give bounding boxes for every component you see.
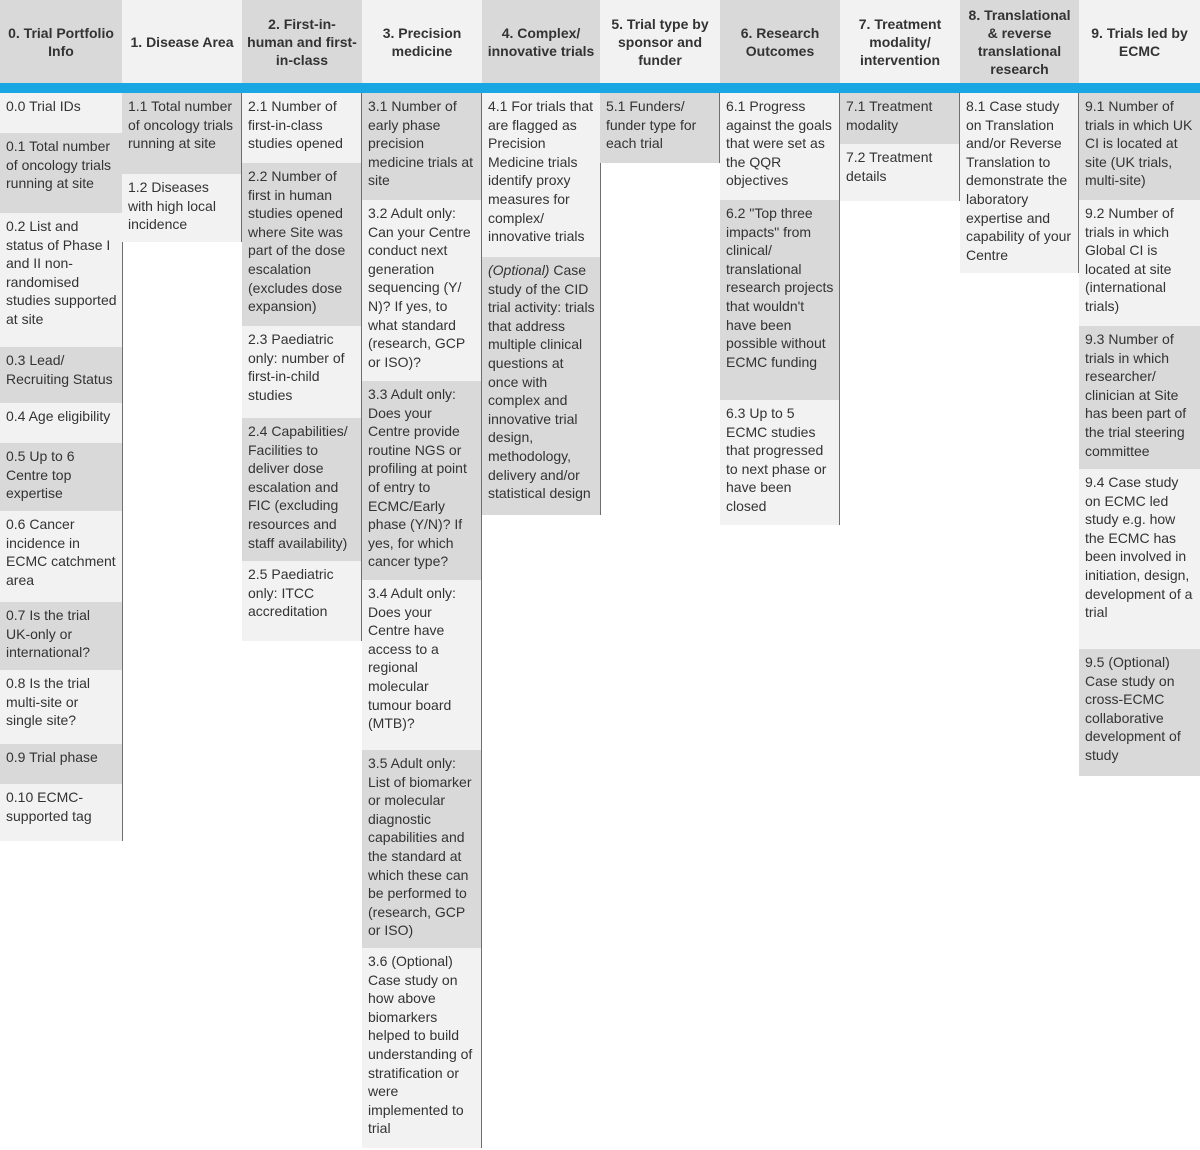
list-item: 2.4 Capabilities/ Facilities to deliver dose escalation and FIC (excluding resources and staff availability)	[242, 418, 361, 561]
list-item: 5.1 Funders/ funder type for each trial	[600, 93, 719, 163]
column-treatment-modality	[840, 93, 960, 201]
list-item: 0.10 ECMC-supported tag	[0, 784, 122, 841]
column-complex-innovative-trials	[482, 93, 601, 515]
list-item: 0.0 Trial IDs	[0, 93, 122, 133]
header-trial-type-sponsor-funder: 5. Trial type by sponsor and funder	[600, 0, 720, 83]
list-item: 0.8 Is the trial multi-site or single site?	[0, 670, 122, 744]
header-research-outcomes: 6. Research Outcomes	[720, 0, 840, 83]
column-trial-type-sponsor-funder	[600, 93, 720, 163]
header-translational-research: 8. Translational & reverse translational research	[960, 0, 1079, 83]
column-precision-medicine	[362, 93, 482, 1148]
column-disease-area	[122, 93, 242, 242]
list-item: 9.1 Number of trials in which UK CI is located at site (UK trials, multi-site)	[1079, 93, 1200, 200]
list-item: 3.6 (Optional) Case study on how above biomarkers helped to build understanding of stratification or were implemented to trial	[362, 948, 481, 1148]
list-item: 9.3 Number of trials in which researcher/ clinician at Site has been part of the trial steering committee	[1079, 326, 1200, 469]
optional-tag: (Optional)	[488, 262, 550, 278]
list-item: 9.2 Number of trials in which Global CI is located at site (international trials)	[1079, 200, 1200, 326]
header-row	[0, 0, 1200, 83]
list-item: 2.2 Number of first in human studies opened where Site was part of the dose escalation (excludes dose expansion)	[242, 163, 361, 326]
list-item: 0.5 Up to 6 Centre top expertise	[0, 443, 122, 511]
list-item: 0.4 Age eligibility	[0, 403, 122, 443]
header-precision-medicine: 3. Precision medicine	[362, 0, 482, 83]
case-study-text: Case study of the CID trial activity: trials that address multiple clinical questions at once with complex and innovative trial design, methodology, delivery and/or statistical design	[488, 262, 595, 502]
list-item: 2.5 Paediatric only: ITCC accreditation	[242, 561, 361, 641]
column-research-outcomes	[720, 93, 840, 525]
header-complex-innovative-trials: 4. Complex/ innovative trials	[482, 0, 600, 83]
header-disease-area: 1. Disease Area	[122, 0, 242, 83]
list-item: 3.1 Number of early phase precision medicine trials at site	[362, 93, 481, 200]
list-item: 3.2 Adult only: Can your Centre conduct next generation sequencing (Y/ N)? If yes, to what standard (research, GCP or ISO)?	[362, 200, 481, 381]
list-item: 1.1 Total number of oncology trials running at site	[122, 93, 241, 174]
list-item: 1.2 Diseases with high local incidence	[122, 174, 241, 242]
list-item: 0.7 Is the trial UK-only or international?	[0, 602, 122, 670]
list-item: 6.1 Progress against the goals that were set as the QQR objectives	[720, 93, 839, 200]
list-item: 0.1 Total number of oncology trials running at site	[0, 133, 122, 213]
column-trial-portfolio-info	[0, 93, 123, 841]
list-item: 3.4 Adult only: Does your Centre have access to a regional molecular tumour board (MTB)?	[362, 580, 481, 750]
list-item: 9.5 (Optional) Case study on cross-ECMC collaborative development of study	[1079, 649, 1200, 776]
header-trials-led-by-ecmc: 9. Trials led by ECMC	[1079, 0, 1200, 83]
list-item: 7.2 Treatment details	[840, 144, 959, 201]
column-first-in-human	[242, 93, 362, 641]
list-item: 7.1 Treatment modality	[840, 93, 959, 144]
list-item: 0.3 Lead/ Recruiting Status	[0, 347, 122, 403]
header-divider-band	[0, 83, 1200, 93]
header-treatment-modality: 7. Treatment modality/ intervention	[840, 0, 960, 83]
list-item: 0.2 List and status of Phase I and II non-randomised studies supported at site	[0, 213, 122, 347]
column-trials-led-by-ecmc	[1079, 93, 1200, 776]
list-item: 8.1 Case study on Translation and/or Reverse Translation to demonstrate the laboratory expertise and capability of your Centre	[960, 93, 1078, 273]
list-item: 6.3 Up to 5 ECMC studies that progressed to next phase or have been closed	[720, 400, 839, 525]
list-item: 4.1 For trials that are flagged as Precision Medicine trials identify proxy measures for complex/ innovative trials	[482, 93, 600, 257]
header-trial-portfolio-info: 0. Trial Portfolio Info	[0, 0, 122, 83]
list-item	[482, 257, 600, 515]
list-item: 0.9 Trial phase	[0, 744, 122, 784]
list-item: 0.6 Cancer incidence in ECMC catchment area	[0, 511, 122, 602]
column-translational-research	[960, 93, 1079, 273]
list-item: 3.5 Adult only: List of biomarker or molecular diagnostic capabilities and the standard at which these can be performed to (research, GCP or ISO)	[362, 750, 481, 948]
list-item: 3.3 Adult only: Does your Centre provide routine NGS or profiling at point of entry to ECMC/Early phase (Y/N)? If yes, for which cancer type?	[362, 381, 481, 580]
list-item: 6.2 "Top three impacts" from clinical/ translational research projects that wouldn't have been possible without ECMC funding	[720, 200, 839, 400]
list-item: 9.4 Case study on ECMC led study e.g. how the ECMC has been involved in initiation, design, development of a trial	[1079, 469, 1200, 649]
list-item: 2.3 Paediatric only: number of first-in-child studies	[242, 326, 361, 418]
list-item: 2.1 Number of first-in-class studies opened	[242, 93, 361, 163]
header-first-in-human: 2. First-in-human and first-in-class	[242, 0, 362, 83]
